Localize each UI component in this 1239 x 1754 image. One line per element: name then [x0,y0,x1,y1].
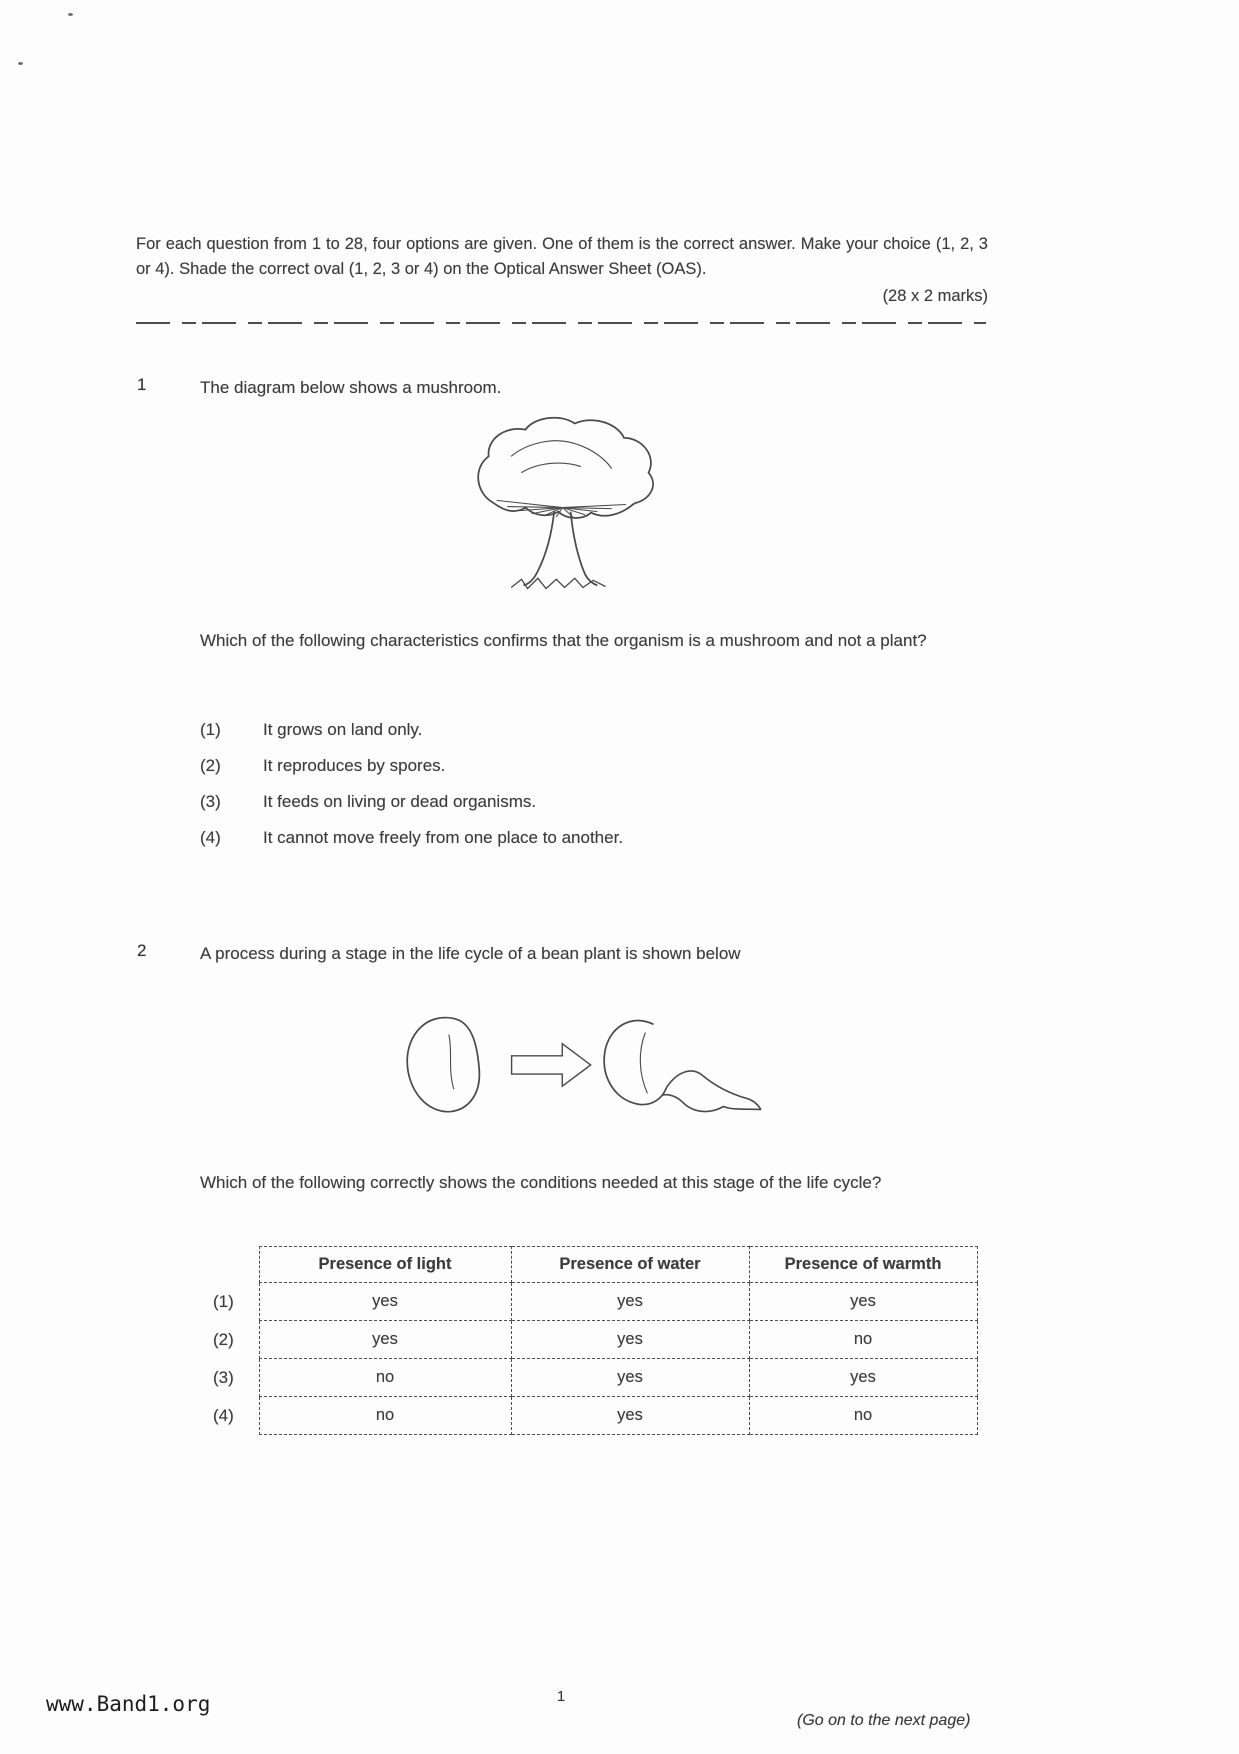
footer-next-page-note: (Go on to the next page) [797,1712,971,1729]
question-2-text: Which of the following correctly shows the conditions needed at this stage of the life cycle? [200,1173,882,1192]
footer-site-url: www.Band1.org [46,1692,211,1716]
table-row [213,1359,977,1397]
table-cell: yes [259,1283,511,1321]
table-header-cell: Presence of water [511,1247,749,1283]
table-corner-cell [213,1247,259,1283]
option-label: (3) [200,792,221,811]
table-row-label: (3) [213,1367,234,1387]
instructions-block [136,232,988,309]
scan-artifact-dot [68,13,73,16]
mushroom-diagram [462,415,667,600]
option-text: It grows on land only. [263,720,423,739]
option-label: (1) [200,720,221,739]
conditions-table [213,1246,978,1435]
table-cell: yes [511,1321,749,1359]
table-row [213,1397,977,1435]
option-text: It cannot move freely from one place to another. [263,828,624,847]
table-cell: yes [511,1397,749,1435]
table-row [213,1283,977,1321]
scan-artifact-dot [18,62,23,65]
bean-germination-diagram [392,1008,767,1135]
table-cell: yes [749,1359,977,1397]
question-2-number: 2 [137,941,147,960]
table-row [213,1321,977,1359]
option-label: (2) [200,756,221,775]
table-cell: no [259,1359,511,1397]
option-text: It feeds on living or dead organisms. [263,792,537,811]
table-row-label: (1) [213,1291,234,1311]
instructions-text: For each question from 1 to 28, four options are given. One of them is the correct answer. Make your choice (1, 2, 3 or 4). Shade the correct oval (1, 2, 3 or 4) on the Optical Answer Sheet (OAS). [136,235,988,279]
table-cell: yes [511,1283,749,1321]
table-header-row [213,1247,977,1283]
option-text: It reproduces by spores. [263,756,446,775]
mushroom-illustration-icon [462,415,667,595]
question-1-stem: The diagram below shows a mushroom. [200,378,502,397]
bean-seed-illustration-icon [392,1008,767,1130]
table-row-label: (4) [213,1405,234,1425]
separator-line [136,322,986,324]
table-cell: no [259,1397,511,1435]
table-cell: no [749,1397,977,1435]
table-header-cell: Presence of warmth [749,1247,977,1283]
option-row [200,756,1000,776]
table-cell: yes [511,1359,749,1397]
option-row [200,828,1000,848]
option-row [200,720,1000,740]
table-cell: yes [749,1283,977,1321]
table-cell: no [749,1321,977,1359]
table-header-cell: Presence of light [259,1247,511,1283]
conditions-table-wrap [213,1246,978,1435]
question-1-text: Which of the following characteristics confirms that the organism is a mushroom and not a plant? [200,631,927,650]
question-1-options [200,720,1000,864]
footer-page-number: 1 [556,1688,566,1705]
option-label: (4) [200,828,221,847]
table-cell: yes [259,1321,511,1359]
question-2-stem: A process during a stage in the life cycle of a bean plant is shown below [200,944,741,963]
marks-note: (28 x 2 marks) [882,287,988,306]
table-row-label: (2) [213,1329,234,1349]
question-1-number: 1 [137,375,147,394]
option-row [200,792,1000,812]
